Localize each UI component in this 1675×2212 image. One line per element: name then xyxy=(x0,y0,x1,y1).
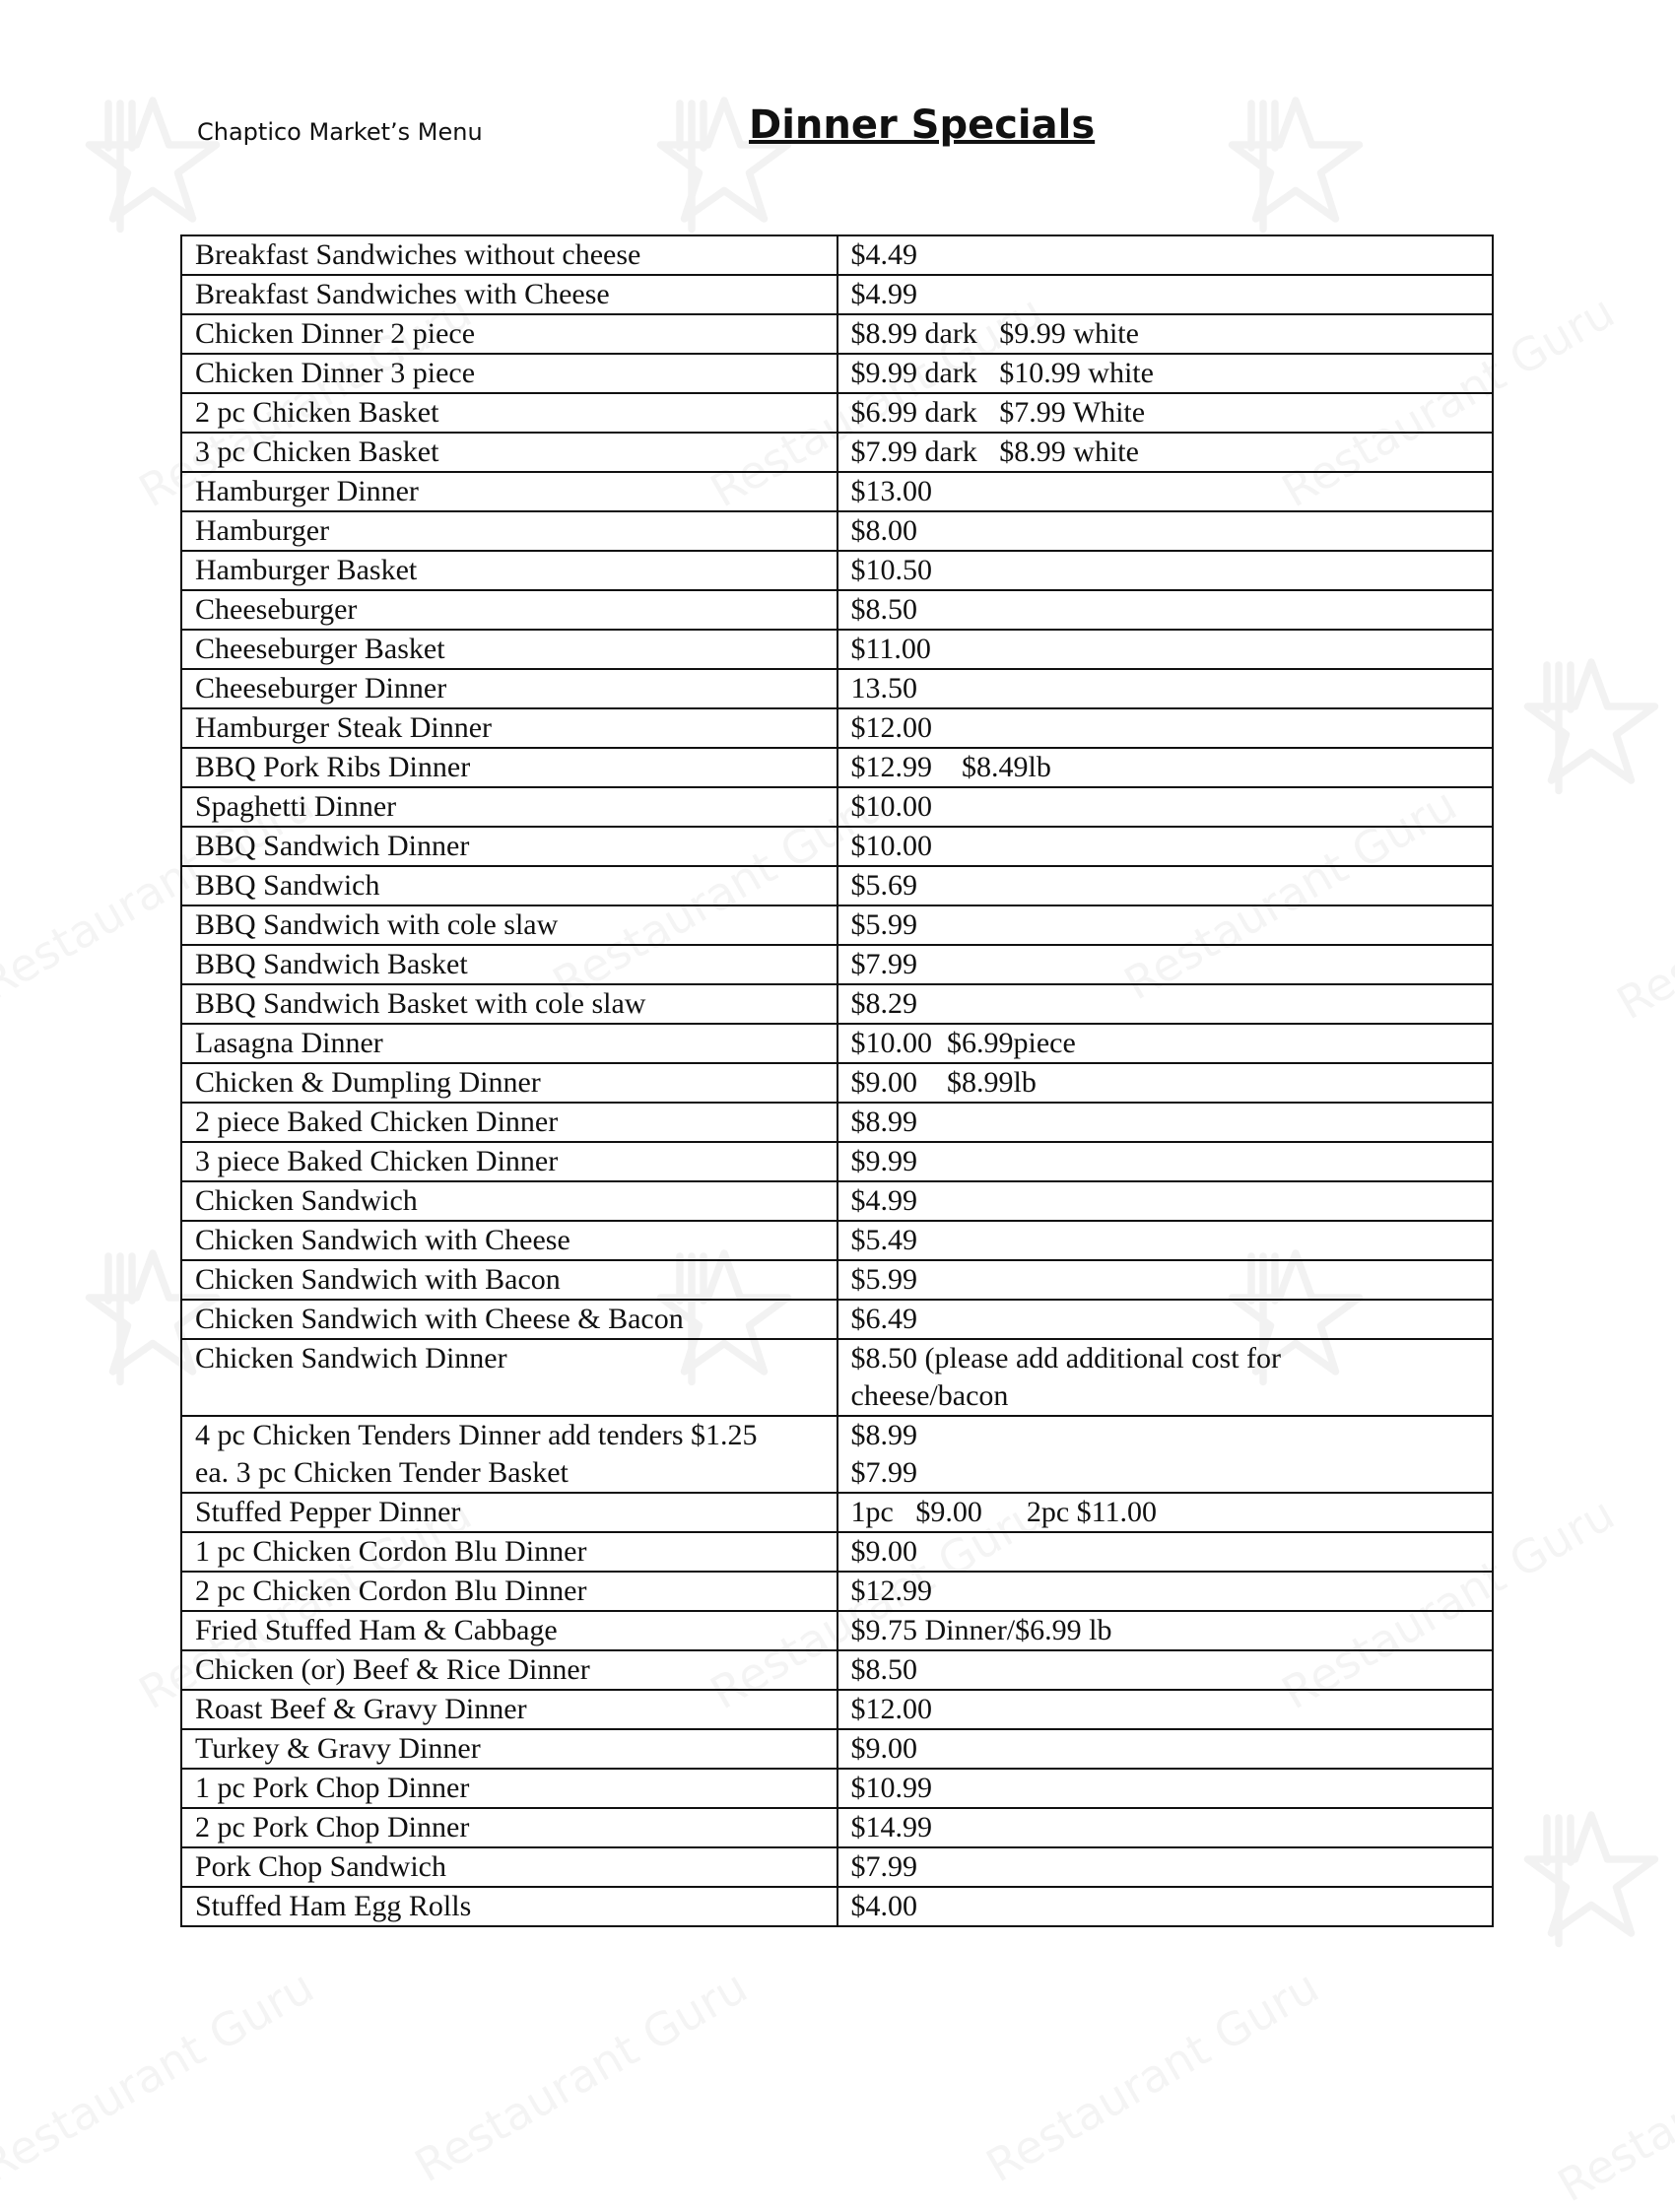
menu-item-price: $8.99 dark $9.99 white xyxy=(838,314,1494,354)
menu-item-name: Stuffed Ham Egg Rolls xyxy=(181,1887,838,1926)
menu-item-price: $10.00 xyxy=(838,787,1494,827)
menu-item-name: 4 pc Chicken Tenders Dinner add tenders $1.25 ea. 3 pc Chicken Tender Basket xyxy=(181,1416,838,1493)
menu-item-price: $5.69 xyxy=(838,866,1494,905)
menu-item-name: Breakfast Sandwiches with Cheese xyxy=(181,275,838,314)
menu-item-name: BBQ Sandwich xyxy=(181,866,838,905)
menu-row xyxy=(181,708,1493,748)
menu-item-name: 1 pc Pork Chop Dinner xyxy=(181,1769,838,1808)
menu-item-price: $7.99 xyxy=(838,945,1494,984)
menu-item-price: $8.50 (please add additional cost for cheese/bacon xyxy=(838,1339,1494,1416)
menu-row xyxy=(181,1808,1493,1847)
menu-row xyxy=(181,1769,1493,1808)
menu-item-name: Cheeseburger Basket xyxy=(181,630,838,669)
menu-row xyxy=(181,1650,1493,1690)
menu-item-price: $13.00 xyxy=(838,472,1494,511)
menu-item-price: $9.75 Dinner/$6.99 lb xyxy=(838,1611,1494,1650)
menu-item-price: $7.99 dark $8.99 white xyxy=(838,433,1494,472)
menu-item-name: Lasagna Dinner xyxy=(181,1024,838,1063)
menu-row xyxy=(181,1181,1493,1221)
menu-item-price: $12.00 xyxy=(838,708,1494,748)
menu-item-price: $9.00 $8.99lb xyxy=(838,1063,1494,1103)
menu-item-name: Chicken Sandwich with Bacon xyxy=(181,1260,838,1300)
menu-item-price: $9.99 dark $10.99 white xyxy=(838,354,1494,393)
fork-star-watermark-icon xyxy=(1517,650,1665,798)
menu-item-name: 1 pc Chicken Cordon Blu Dinner xyxy=(181,1532,838,1572)
menu-item-price: $5.49 xyxy=(838,1221,1494,1260)
menu-row xyxy=(181,354,1493,393)
menu-row xyxy=(181,1611,1493,1650)
menu-item-name: Chicken & Dumpling Dinner xyxy=(181,1063,838,1103)
menu-item-name: BBQ Pork Ribs Dinner xyxy=(181,748,838,787)
menu-item-price: $4.99 xyxy=(838,275,1494,314)
fork-star-watermark-icon xyxy=(1222,89,1370,236)
fork-star-watermark-icon xyxy=(79,89,227,236)
menu-item-price: $9.00 xyxy=(838,1532,1494,1572)
menu-item-price: $5.99 xyxy=(838,905,1494,945)
watermark-text xyxy=(0,1960,322,2192)
menu-item-name: Hamburger Steak Dinner xyxy=(181,708,838,748)
menu-row xyxy=(181,905,1493,945)
menu-item-price: $8.99 xyxy=(838,1103,1494,1142)
menu-item-price: $12.99 $8.49lb xyxy=(838,748,1494,787)
menu-item-name: Hamburger Basket xyxy=(181,551,838,590)
menu-item-price: $8.50 xyxy=(838,1650,1494,1690)
menu-item-name: Chicken Sandwich xyxy=(181,1181,838,1221)
menu-row xyxy=(181,1221,1493,1260)
menu-item-name: BBQ Sandwich Basket xyxy=(181,945,838,984)
menu-row xyxy=(181,1690,1493,1729)
page-title: Dinner Specials xyxy=(749,102,1096,148)
watermark-text xyxy=(1608,797,1675,1030)
menu-item-name: Chicken Sandwich with Cheese & Bacon xyxy=(181,1300,838,1339)
menu-item-price: $10.50 xyxy=(838,551,1494,590)
watermark-text xyxy=(406,1960,757,2192)
menu-item-price: $12.99 xyxy=(838,1572,1494,1611)
menu-item-price: $12.00 xyxy=(838,1690,1494,1729)
menu-row xyxy=(181,1063,1493,1103)
menu-row xyxy=(181,866,1493,905)
menu-row xyxy=(181,1260,1493,1300)
menu-item-price: $4.99 xyxy=(838,1181,1494,1221)
menu-row xyxy=(181,472,1493,511)
menu-row xyxy=(181,984,1493,1024)
menu-item-price: $10.99 xyxy=(838,1769,1494,1808)
menu-item-name: 2 piece Baked Chicken Dinner xyxy=(181,1103,838,1142)
menu-row xyxy=(181,748,1493,787)
menu-row xyxy=(181,314,1493,354)
menu-item-price: $5.99 xyxy=(838,1260,1494,1300)
menu-row xyxy=(181,511,1493,551)
menu-item-price: $8.00 xyxy=(838,511,1494,551)
menu-item-price: $9.99 xyxy=(838,1142,1494,1181)
menu-item-name: Chicken (or) Beef & Rice Dinner xyxy=(181,1650,838,1690)
menu-item-name: Spaghetti Dinner xyxy=(181,787,838,827)
menu-row xyxy=(181,1142,1493,1181)
menu-item-name: BBQ Sandwich Basket with cole slaw xyxy=(181,984,838,1024)
menu-item-name: 3 pc Chicken Basket xyxy=(181,433,838,472)
menu-row xyxy=(181,1024,1493,1063)
menu-item-price: $6.99 dark $7.99 White xyxy=(838,393,1494,433)
menu-item-price: $4.00 xyxy=(838,1887,1494,1926)
menu-item-name: Pork Chop Sandwich xyxy=(181,1847,838,1887)
menu-item-price: 13.50 xyxy=(838,669,1494,708)
menu-item-price: $14.99 xyxy=(838,1808,1494,1847)
menu-item-name: Hamburger xyxy=(181,511,838,551)
menu-item-price: $4.49 xyxy=(838,235,1494,275)
menu-row xyxy=(181,630,1493,669)
menu-item-name: 2 pc Chicken Basket xyxy=(181,393,838,433)
menu-item-name: Chicken Sandwich with Cheese xyxy=(181,1221,838,1260)
menu-table xyxy=(180,235,1494,1927)
menu-row xyxy=(181,433,1493,472)
menu-row xyxy=(181,1339,1493,1416)
menu-item-name: Breakfast Sandwiches without cheese xyxy=(181,235,838,275)
menu-item-name: Fried Stuffed Ham & Cabbage xyxy=(181,1611,838,1650)
menu-item-name: BBQ Sandwich Dinner xyxy=(181,827,838,866)
watermark-text xyxy=(977,1960,1328,2192)
menu-row xyxy=(181,1887,1493,1926)
menu-item-price: 1pc $9.00 2pc $11.00 xyxy=(838,1493,1494,1532)
watermark-text xyxy=(1549,1979,1675,2212)
menu-item-name: Cheeseburger xyxy=(181,590,838,630)
menu-row xyxy=(181,1729,1493,1769)
menu-row xyxy=(181,1103,1493,1142)
menu-row xyxy=(181,275,1493,314)
menu-item-name: Roast Beef & Gravy Dinner xyxy=(181,1690,838,1729)
menu-row xyxy=(181,669,1493,708)
menu-item-price: $6.49 xyxy=(838,1300,1494,1339)
menu-item-name: Cheeseburger Dinner xyxy=(181,669,838,708)
menu-item-name: Chicken Dinner 2 piece xyxy=(181,314,838,354)
menu-table-body xyxy=(181,235,1493,1926)
menu-item-price: $10.00 $6.99piece xyxy=(838,1024,1494,1063)
menu-row xyxy=(181,1532,1493,1572)
menu-item-name: 2 pc Pork Chop Dinner xyxy=(181,1808,838,1847)
fork-star-watermark-icon xyxy=(1517,1803,1665,1951)
menu-row xyxy=(181,787,1493,827)
menu-item-name: 2 pc Chicken Cordon Blu Dinner xyxy=(181,1572,838,1611)
menu-item-name: 3 piece Baked Chicken Dinner xyxy=(181,1142,838,1181)
menu-item-price: $8.29 xyxy=(838,984,1494,1024)
menu-row xyxy=(181,1300,1493,1339)
menu-row xyxy=(181,945,1493,984)
menu-row xyxy=(181,1572,1493,1611)
menu-item-name: Stuffed Pepper Dinner xyxy=(181,1493,838,1532)
menu-item-price: $9.00 xyxy=(838,1729,1494,1769)
menu-row xyxy=(181,590,1493,630)
menu-item-name: Chicken Dinner 3 piece xyxy=(181,354,838,393)
menu-item-price: $11.00 xyxy=(838,630,1494,669)
menu-row xyxy=(181,1493,1493,1532)
menu-row xyxy=(181,393,1493,433)
menu-item-price: $8.50 xyxy=(838,590,1494,630)
store-name: Chaptico Market’s Menu xyxy=(197,118,483,146)
menu-item-price: $7.99 xyxy=(838,1847,1494,1887)
menu-item-price: $10.00 xyxy=(838,827,1494,866)
menu-item-price: $8.99 $7.99 xyxy=(838,1416,1494,1493)
menu-row xyxy=(181,827,1493,866)
menu-item-name: BBQ Sandwich with cole slaw xyxy=(181,905,838,945)
menu-item-name: Chicken Sandwich Dinner xyxy=(181,1339,838,1416)
menu-item-name: Turkey & Gravy Dinner xyxy=(181,1729,838,1769)
menu-item-name: Hamburger Dinner xyxy=(181,472,838,511)
menu-row xyxy=(181,551,1493,590)
menu-row xyxy=(181,235,1493,275)
menu-row xyxy=(181,1847,1493,1887)
menu-row xyxy=(181,1416,1493,1493)
